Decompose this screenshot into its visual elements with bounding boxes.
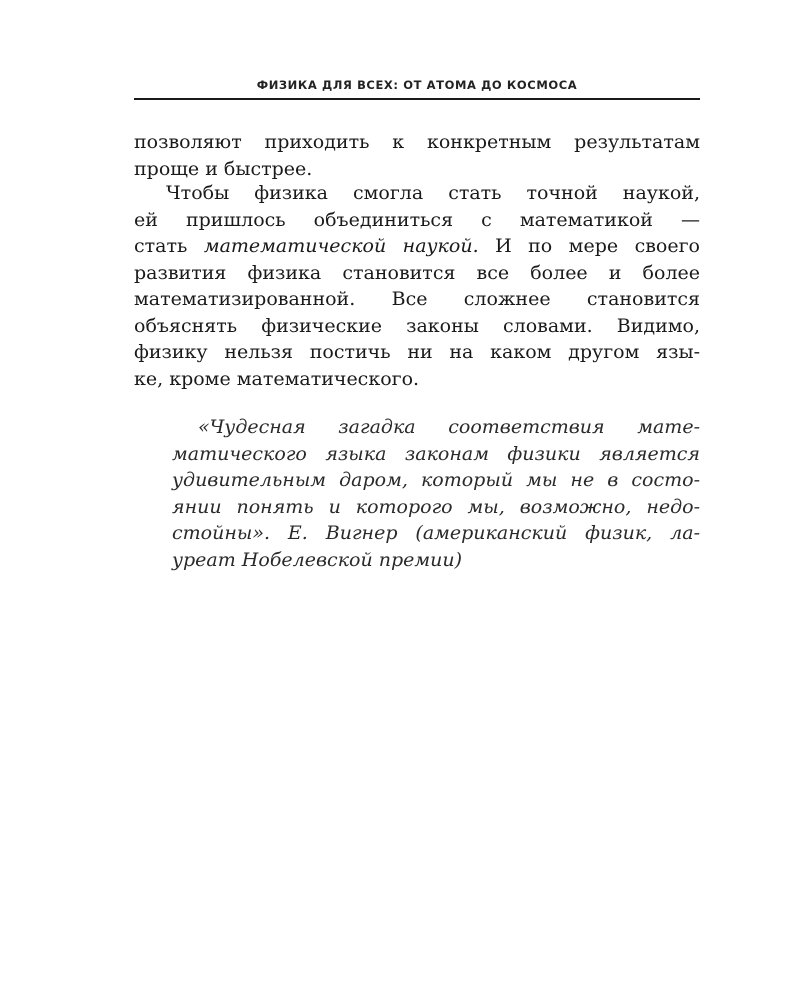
text-segment: стать [134, 235, 204, 257]
text-line-with-emphasis [134, 233, 700, 260]
text-line: позволяют приходить к конкретным результатам [134, 131, 700, 153]
wigner-quote [172, 414, 700, 573]
text-segment: И по мере своего [478, 235, 700, 257]
paragraph-continuation [134, 129, 700, 182]
text-line: объяснять физические законы словами. Видимо, [134, 314, 700, 337]
text-line: развития физика становится все более и более [134, 261, 700, 284]
text-line: Чтобы физика смогла стать точной наукой, [166, 182, 700, 204]
running-header-title: ФИЗИКА ДЛЯ ВСЕХ: ОТ АТОМА ДО КОСМОСА [256, 78, 578, 92]
emphasized-term: математической наукой. [203, 235, 479, 257]
quote-line: матического языка законам физики является [172, 442, 700, 465]
text-line: ке, кроме математического. [134, 367, 420, 390]
quote-line: удивительным даром, который мы не в состо- [172, 469, 700, 491]
text-line: ей пришлось объединиться с математикой — [134, 208, 700, 231]
quote-line: «Чудесная загадка соответствия мате- [198, 416, 700, 438]
text-line: физику нельзя постичь ни на каком другом язы- [134, 341, 700, 363]
quote-line: янии понять и которого мы, возможно, недо- [172, 495, 700, 518]
header-divider [134, 98, 700, 100]
text-line: проще и быстрее. [134, 157, 313, 180]
quote-line: стойны». Е. Вигнер (американский физик, ла- [172, 522, 700, 544]
text-line: математизированной. Все сложнее становится [134, 288, 700, 310]
quote-line: уреат Нобелевской премии) [172, 548, 463, 571]
paragraph-physics-mathematics [134, 180, 700, 392]
